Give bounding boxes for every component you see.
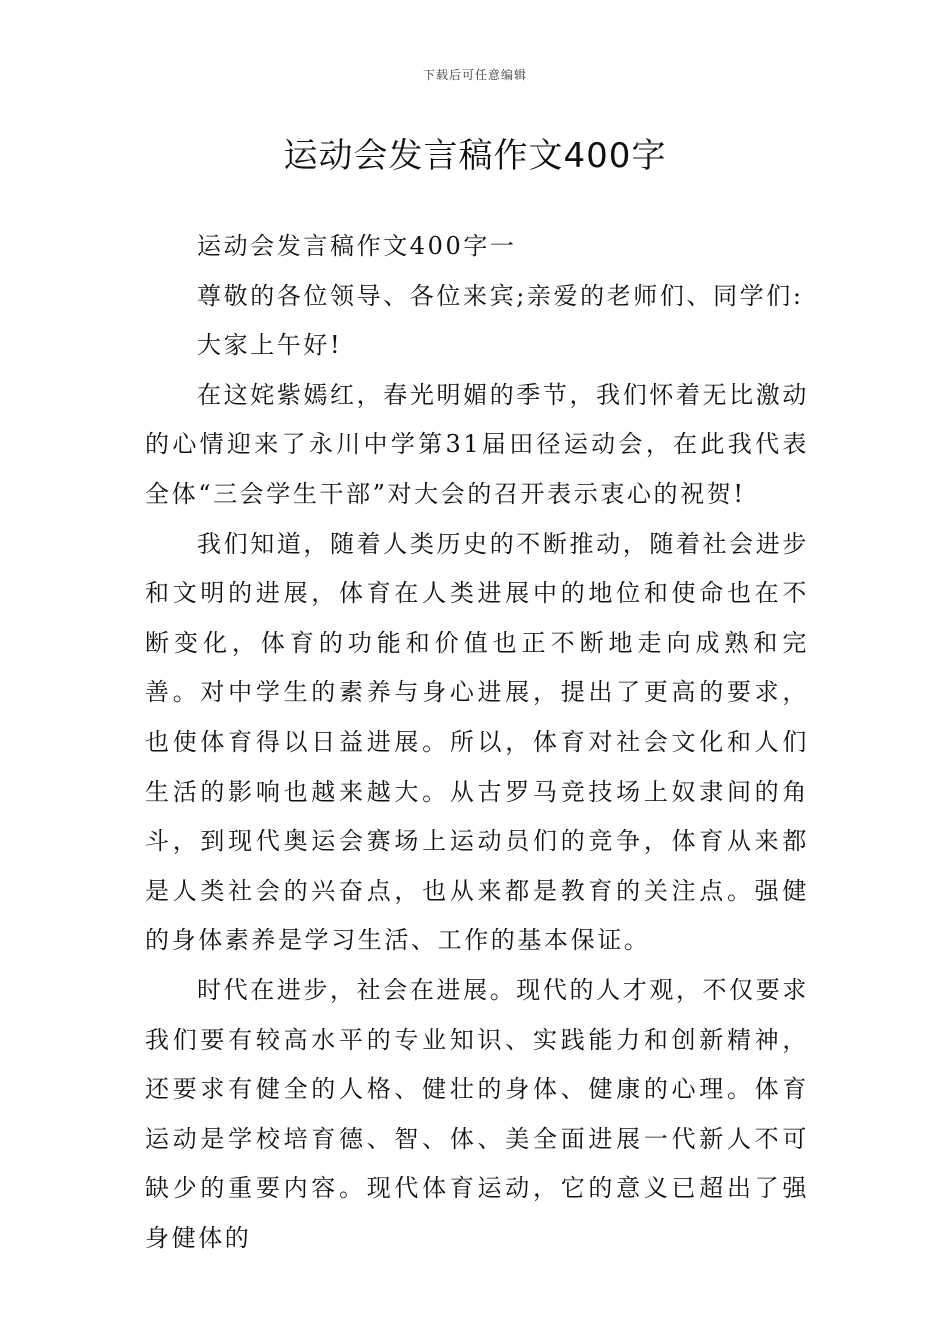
paragraph: 在这姹紫嫣红，春光明媚的季节，我们怀着无比激动的心情迎来了永川中学第31届田径运动会，在此我代表全体“三会学生干部”对大会的召开表示衷心的祝贺! — [145, 380, 809, 508]
header-note: 下载后可任意编辑 — [422, 68, 527, 82]
paragraph-greeting: 大家上午好! — [197, 331, 343, 360]
document-title: 运动会发言稿作文400字 — [283, 136, 667, 176]
paragraph-subtitle: 运动会发言稿作文400字一 — [197, 232, 517, 260]
paragraph: 时代在进步，社会在进展。现代的人才观，不仅要求我们要有较高水平的专业知识、实践能力和创新精神，还要求有健全的人格、健壮的身体、健康的心理。体育运动是学校培育德、智、体、美全面进展一代新人不可缺少的重要内容。现代体育运动，它的意义已超出了强身健体的 — [145, 975, 809, 1252]
document-body — [145, 222, 809, 1263]
paragraph-salutation: 尊敬的各位领导、各位来宾;亲爱的老师们、同学们: — [197, 281, 804, 310]
paragraph: 我们知道，随着人类历史的不断推动，随着社会进步和文明的进展，体育在人类进展中的地位和使命也在不断变化，体育的功能和价值也正不断地走向成熟和完善。对中学生的素养与身心进展，提出了更高的要求，也使体育得以日益进展。所以，体育对社会文化和人们生活的影响也越来越大。从古罗马竞技场上奴隶间的角斗，到现代奥运会赛场上运动员们的竞争，体育从来都是人类社会的兴奋点，也从来都是教育的关注点。强健的身体素养是学习生活、工作的基本保证。 — [145, 529, 809, 955]
